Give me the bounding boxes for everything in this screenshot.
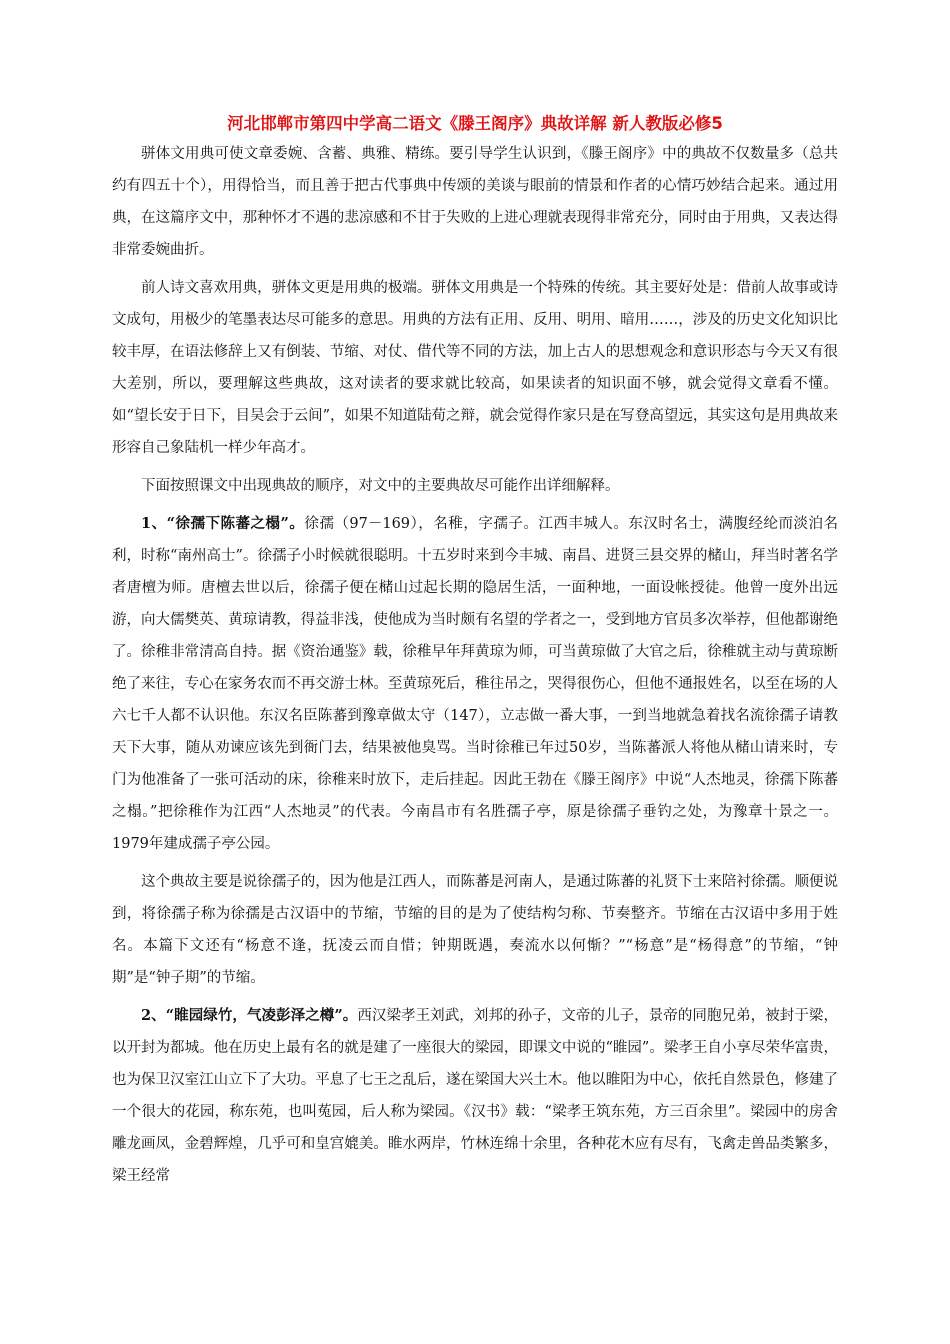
paragraph-allusion-1-note <box>112 866 838 994</box>
paragraph-text: 这个典故主要是说徐孺子的，因为他是江西人，而陈蕃是河南人，是通过陈蕃的礼贤下士来陪衬徐孺。顺便说到，将徐孺子称为徐孺是古汉语中的节缩，节缩的目的是为了使结构匀称、节奏整齐。节缩在古汉语中多用于姓名。本篇下文还有“杨意不逢，抚凌云而自惜；钟期既遇，奏流水以何惭？”“杨意”是“杨得意”的节缩，“钟期”是“钟子期”的节缩。 <box>112 874 838 986</box>
paragraph-text: 徐孺（97－169），名稚，字孺子。江西丰城人。东汉时名士，满腹经纶而淡泊名利，时称“南州高士”。徐孺子小时候就很聪明。十五岁时来到今丰城、南昌、进贤三县交界的槠山，拜当时著名学者唐檀为师。唐檀去世以后，徐孺子便在槠山过起长期的隐居生活，一面种地，一面设帐授徒。他曾一度外出远游，向大儒樊英、黄琼请教，得益非浅，使他成为当时颇有名望的学者之一，受到地方官员多次举荐，但他都谢绝了。徐稚非常清高自持。据《资治通鉴》载，徐稚早年拜黄琼为师，可当黄琼做了大官之后，徐稚就主动与黄琼断绝了来往，专心在家务农而不再交游士林。至黄琼死后，稚往吊之，哭得很伤心，但他不通报姓名，以至在场的人六七千人都不认识他。东汉名臣陈蕃到豫章做太守（147），立志做一番大事，一到当地就急着找名流徐孺子请教天下大事，随从劝谏应该先到衙门去，结果被他臭骂。当时徐稚已年过50岁，当陈蕃派人将他从槠山请来时，专门为他准备了一张可活动的床，徐稚来时放下，走后挂起。因此王勃在《滕王阁序》中说“人杰地灵，徐孺下陈蕃之榻。”把徐稚作为江西“人杰地灵”的代表。今南昌市有名胜孺子亭，原是徐孺子垂钓之处，为豫章十景之一。1979年建成孺子亭公园。 <box>112 516 838 852</box>
paragraph-intro <box>112 138 838 266</box>
allusion-heading: 1、“徐孺下陈蕃之榻”。 <box>141 515 305 532</box>
paragraph-text: 下面按照课文中出现典故的顺序，对文中的主要典故尽可能作出详细解释。 <box>141 478 620 494</box>
allusion-heading: 2、“睢园绿竹，气凌彭泽之樽”。 <box>141 1007 358 1024</box>
paragraph-text: 骈体文用典可使文章委婉、含蓄、典雅、精练。要引导学生认识到，《滕王阁序》中的典故不仅数量多（总共约有四五十个），用得恰当，而且善于把古代事典中传颂的美谈与眼前的情景和作者的心情巧妙结合起来。通过用典，在这篇序文中，那种怀才不遇的悲凉感和不甘于失败的上进心理就表现得非常充分，同时由于用典，又表达得非常委婉曲折。 <box>112 146 838 258</box>
paragraph-outline <box>112 470 838 502</box>
paragraph-allusion-usage <box>112 272 838 464</box>
paragraph-text: 西汉梁孝王刘武，刘邦的孙子，文帝的儿子，景帝的同胞兄弟，被封于梁，以开封为都城。他在历史上最有名的就是建了一座很大的梁园，即课文中说的“睢园”。梁孝王自小享尽荣华富贵，也为保卫汉室江山立下了大功。平息了七王之乱后，遂在梁国大兴土木。他以睢阳为中心，依托自然景色，修建了一个很大的花园，称东苑，也叫菟园，后人称为梁园。《汉书》载：“梁孝王筑东苑，方三百余里”。梁园中的房舍雕龙画凤，金碧辉煌，几乎可和皇宫媲美。睢水两岸，竹林连绵十余里，各种花木应有尽有，飞禽走兽品类繁多，梁王经常 <box>112 1008 838 1184</box>
paragraph-allusion-2 <box>112 1000 838 1192</box>
document-page <box>112 112 838 1198</box>
paragraph-allusion-1 <box>112 508 838 860</box>
paragraph-text: 前人诗文喜欢用典，骈体文更是用典的极端。骈体文用典是一个特殊的传统。其主要好处是：借前人故事或诗文成句，用极少的笔墨表达尽可能多的意思。用典的方法有正用、反用、明用、暗用……，涉及的历史文化知识比较丰厚，在语法修辞上又有倒装、节缩、对仗、借代等不同的方法，加上古人的思想观念和意识形态与今天又有很大差别，所以，要理解这些典故，这对读者的要求就比较高，如果读者的知识面不够，就会觉得文章看不懂。如“望长安于日下，目吴会于云间”，如果不知道陆荀之辩，就会觉得作家只是在写登高望远，其实这句是用典故来形容自己象陆机一样少年高才。 <box>112 280 838 456</box>
document-title: 河北邯郸市第四中学高二语文《滕王阁序》典故详解 新人教版必修5 <box>227 114 723 133</box>
